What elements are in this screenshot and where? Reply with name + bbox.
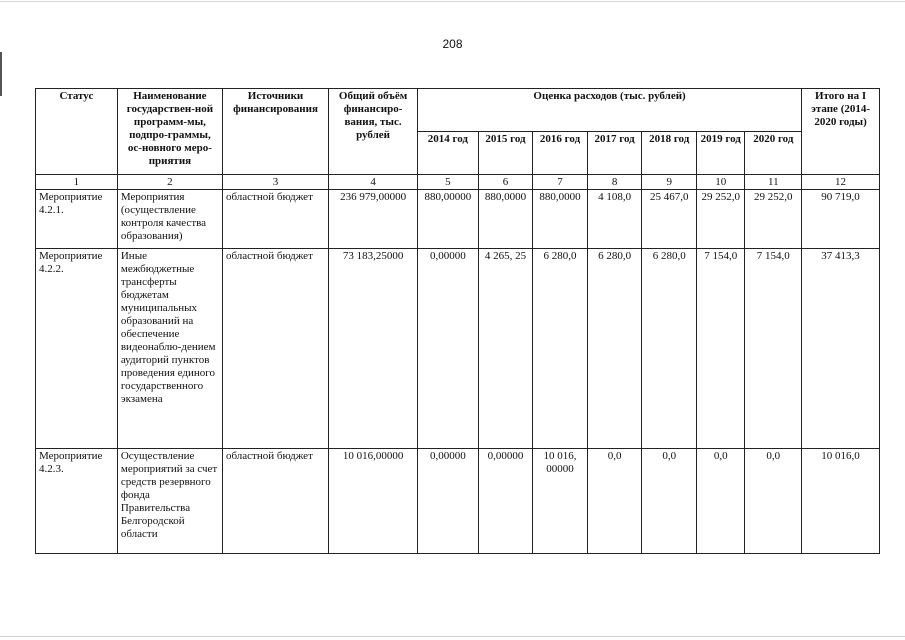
budget-table	[35, 88, 880, 554]
page-number: 208	[442, 37, 463, 51]
row-y2016: 10 016, 00000	[533, 449, 588, 554]
row-y2019: 0,0	[696, 449, 745, 554]
column-number: 6	[478, 175, 533, 190]
header-year: 2017 год	[587, 132, 642, 175]
row-y2018: 0,0	[642, 449, 697, 554]
header-stage-total: Итого на I этапе (2014-2020 годы)	[802, 89, 880, 175]
header-year: 2020 год	[745, 132, 802, 175]
row-y2020: 29 252,0	[745, 190, 802, 249]
column-number: 3	[222, 175, 328, 190]
column-number: 1	[36, 175, 118, 190]
row-y2015: 0,00000	[478, 449, 533, 554]
column-number: 5	[418, 175, 479, 190]
header-status: Статус	[36, 89, 118, 175]
header-estimate: Оценка расходов (тыс. рублей)	[418, 89, 802, 132]
row-stage-total: 90 719,0	[802, 190, 880, 249]
row-source: областной бюджет	[222, 449, 328, 554]
row-y2017: 4 108,0	[587, 190, 642, 249]
header-row-1	[36, 89, 880, 132]
row-name: Осуществление мероприятий за счет средств резервного фонда Правительства Белгородской области	[117, 449, 222, 554]
row-y2018: 6 280,0	[642, 249, 697, 449]
row-name: Мероприятия (осуществление контроля качества образования)	[117, 190, 222, 249]
scan-edge-mark	[0, 52, 2, 96]
row-y2014: 0,00000	[418, 249, 479, 449]
row-status: Мероприятие 4.2.2.	[36, 249, 118, 449]
column-number: 8	[587, 175, 642, 190]
row-total: 236 979,00000	[329, 190, 418, 249]
row-y2016: 880,0000	[533, 190, 588, 249]
row-y2020: 7 154,0	[745, 249, 802, 449]
row-y2017: 0,0	[587, 449, 642, 554]
column-number-row	[36, 175, 880, 190]
row-y2015: 4 265, 25	[478, 249, 533, 449]
column-number: 7	[533, 175, 588, 190]
row-y2016: 6 280,0	[533, 249, 588, 449]
header-name: Наименование государствен-ной программ-мы, подпро-граммы, ос-новного меро-приятия	[117, 89, 222, 175]
header-year: 2015 год	[478, 132, 533, 175]
row-total: 73 183,25000	[329, 249, 418, 449]
column-number: 12	[802, 175, 880, 190]
row-y2019: 29 252,0	[696, 190, 745, 249]
header-year: 2019 год	[696, 132, 745, 175]
column-number: 2	[117, 175, 222, 190]
row-stage-total: 37 413,3	[802, 249, 880, 449]
row-stage-total: 10 016,0	[802, 449, 880, 554]
row-status: Мероприятие 4.2.1.	[36, 190, 118, 249]
header-year: 2016 год	[533, 132, 588, 175]
row-y2019: 7 154,0	[696, 249, 745, 449]
header-total: Общий объём финансиро-вания, тыс. рублей	[329, 89, 418, 175]
table-row	[36, 449, 880, 554]
table-row	[36, 249, 880, 449]
row-y2017: 6 280,0	[587, 249, 642, 449]
row-y2014: 880,00000	[418, 190, 479, 249]
row-source: областной бюджет	[222, 249, 328, 449]
row-status: Мероприятие 4.2.3.	[36, 449, 118, 554]
table-row	[36, 190, 880, 249]
column-number: 9	[642, 175, 697, 190]
column-number: 11	[745, 175, 802, 190]
header-sources: Источники финансирования	[222, 89, 328, 175]
row-y2014: 0,00000	[418, 449, 479, 554]
row-y2015: 880,0000	[478, 190, 533, 249]
row-y2018: 25 467,0	[642, 190, 697, 249]
row-total: 10 016,00000	[329, 449, 418, 554]
row-source: областной бюджет	[222, 190, 328, 249]
top-rule	[0, 1, 905, 2]
bottom-rule	[0, 636, 905, 637]
row-y2020: 0,0	[745, 449, 802, 554]
header-year: 2018 год	[642, 132, 697, 175]
header-year: 2014 год	[418, 132, 479, 175]
column-number: 4	[329, 175, 418, 190]
column-number: 10	[696, 175, 745, 190]
row-name: Иные межбюджетные трансферты бюджетам муниципальных образований на обеспечение видеонаблю-дением аудиторий пунктов проведения единого государственного экзамена	[117, 249, 222, 449]
